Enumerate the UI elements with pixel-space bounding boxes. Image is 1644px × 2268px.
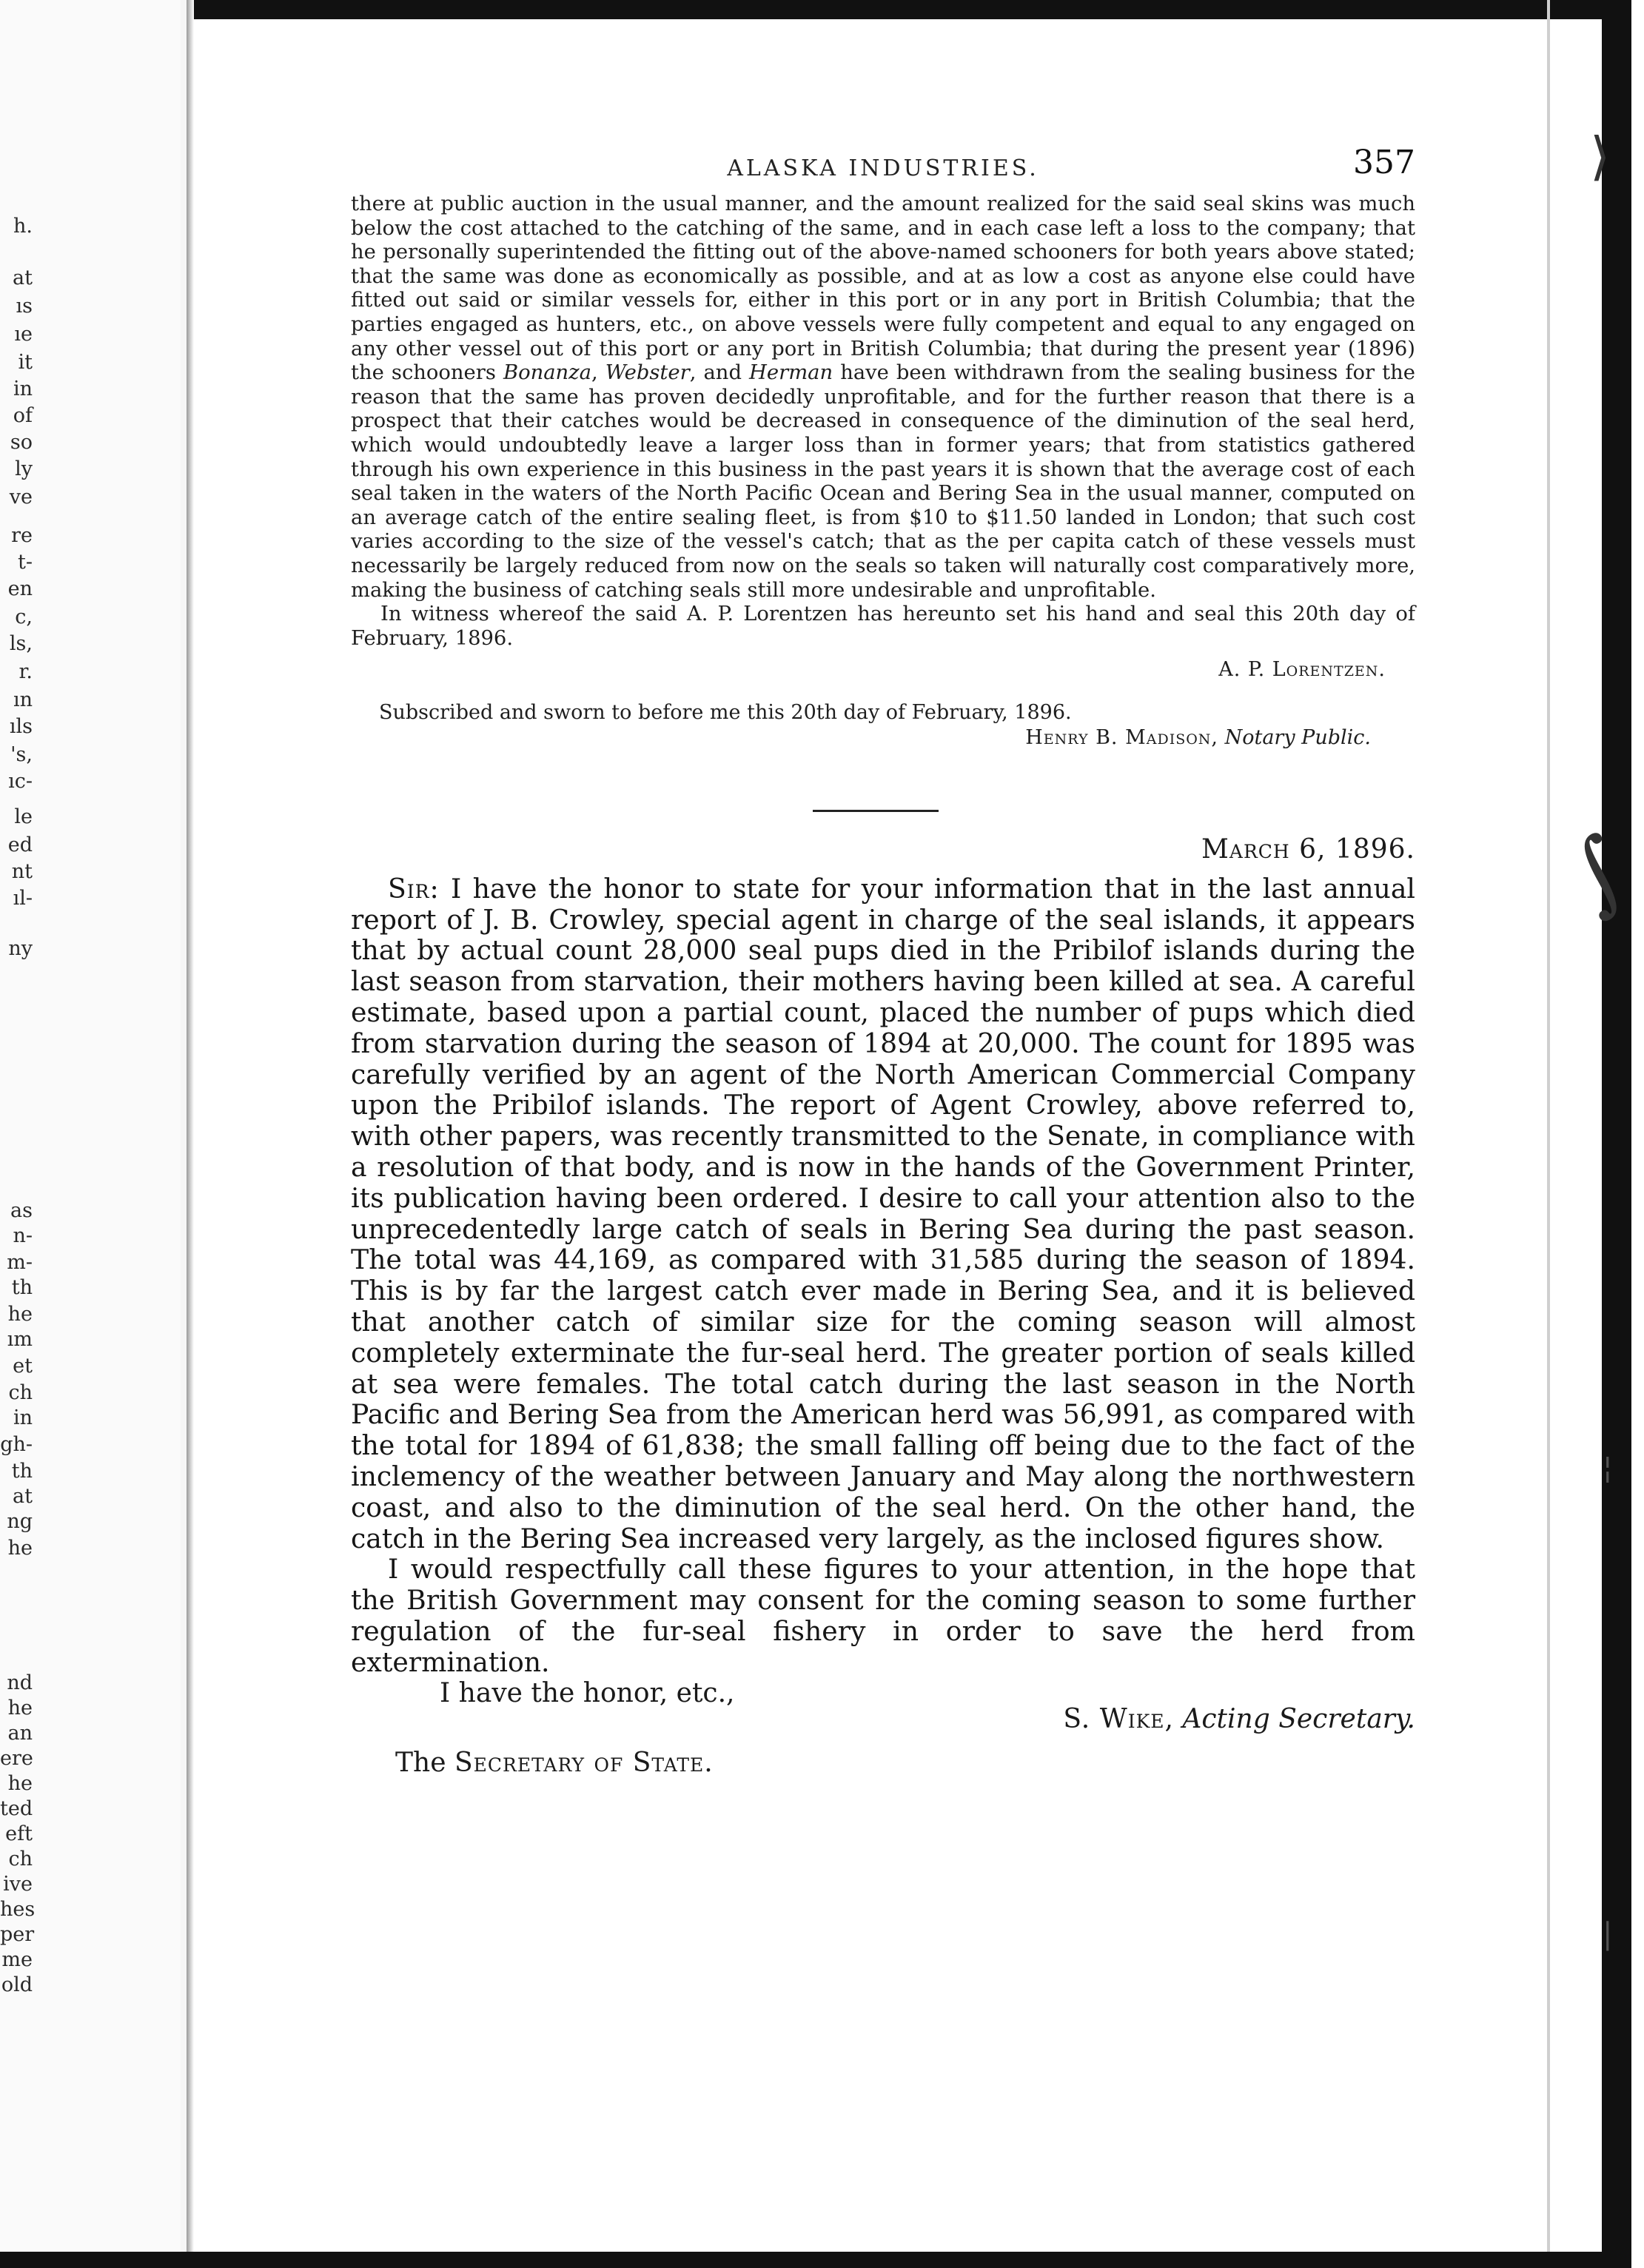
addressee-article: The (395, 1747, 446, 1778)
letter-paragraph-text: I have the honor to state for your information that in the last annual report of J. B. Crowley, special agent in charge of the seal islands, it appears that by actual count 28,000 seal pups died in the Pribilof islands during the last season from starvation, their mothers having been killed at sea. A careful estimate, based upon a partial count, placed the number of pups which died from starvation during the season of 1894 at 20,000. The count for 1895 was carefully verified by an agent of the North American Commercial Company upon the Pribilof islands. The report of Agent Crowley, above referred to, with other papers, was recently transmitted to the Senate, in compliance with a resolution of that body, and is now in the hands of the Government Printer, its publication having been ordered. I desire to call your attention also to the unprecedentedly large catch of seals in Bering Sea during the past season. The total was 44,169, as compared with 31,585 during the season of 1894. This is by far the largest catch ever made in Bering Sea, and it is believed that another catch of similar size for the coming season will almost completely exterminate the fur-seal herd. The greater portion of seals killed at sea were females. The total catch during the last season in the North Pacific and Bering Sea from the American herd was 56,991, as compared with the total for 1894 of 61,838; the small falling off being due to the fact of the inclemency of the weather between January and May along the northwestern coast, and also to the diminution of the seal herd. On the other hand, the catch in the Bering Sea increased very largely, as the inclosed figures show. (351, 872, 1415, 1554)
facing-page-fragment: he (7, 1537, 33, 1560)
facing-page-fragment: ive (3, 1873, 33, 1896)
letter-signature (351, 1704, 1415, 1734)
facing-page-fragment: ım (7, 1328, 33, 1351)
facing-page-fragment: ch (8, 1848, 33, 1871)
facing-page-fragment: ıc- (8, 770, 33, 793)
facing-page-fragment: h. (13, 215, 33, 238)
facing-page-fragment: eft (5, 1822, 33, 1845)
facing-page-fragment: ere (0, 1747, 33, 1770)
facing-page-fragment: ch (8, 1381, 33, 1404)
scan-border-bottom (0, 2252, 1631, 2268)
facing-page-fragment: an (7, 1722, 33, 1745)
affidavit-paragraph: there at public auction in the usual manner, and the amount realized for the said seal skins was much below the cost attached to the catching of the same, and in each case left a loss to the company; that he personally superintended the fitting out of the above-named schooners for both years above stated; that the same was done as economically as possible, and at as low a cost as anyone else could have fitted out said or similar vessels for, either in this port or in any port in British Columbia; that the parties engaged as hunters, etc., on above vessels were fully competent and equal to any engaged on any other vessel out of this port or any port in British Columbia; that during the present year (1896) the schooners Bonanza, Webster, and Herman have been withdrawn from the sealing business for the reason that the same has proven decidedly unprofitable, and for the further reason that there is a prospect that their catches would be decreased in consequence of the diminution of the seal herd, which would undoubtedly leave a larger loss than in former years; that from statistics gathered through his own experience in this business in the past years it is shown that the average cost of each seal taken in the waters of the North Pacific Ocean and Bering Sea in the usual manner, computed on an average catch of the entire sealing fleet, is from $10 to $11.50 landed in London; that such cost varies according to the size of the vessel's catch; that as the per capita catch of these vessels must necessarily be largely reduced from now on the seals so taken will naturally cost comparatively more, making the business of catching seals still more undesirable and unprofitable. (351, 192, 1415, 602)
facing-page-fragment: th (11, 1276, 33, 1299)
facing-page-fragment: it (18, 351, 33, 374)
complimentary-close: I have the honor, etc., (440, 1677, 735, 1708)
letter-paragraph (351, 873, 1415, 1554)
margin-curl-icon: ∫ (1552, 816, 1644, 930)
schooner-name: Herman (749, 361, 833, 385)
letter-date: March 6, 1896. (1201, 833, 1415, 865)
facing-page-fragment: so (10, 431, 33, 454)
facing-page-fragment: he (7, 1303, 33, 1326)
running-head (351, 144, 1415, 192)
notary-line (351, 725, 1415, 751)
facing-page-fragment: as (10, 1199, 33, 1222)
addressee (351, 1748, 1415, 1778)
facing-page-fragment: m- (7, 1251, 33, 1274)
affiant-signature: A. P. Lorentzen. (1218, 658, 1386, 682)
witness-paragraph: In witness whereof the said A. P. Lorentzen has hereunto set his hand and seal this 20th day of February, 1896. (351, 603, 1415, 650)
facing-page-fragment: nd (7, 1671, 33, 1694)
jurat (351, 700, 1415, 751)
margin-mark-icon: ⟩ (1590, 126, 1611, 187)
running-title: ALASKA INDUSTRIES. (727, 155, 1039, 181)
letter-paragraph: I would respectfully call these figures to your attention, in the hope that the British Government may consent for the coming season to some further regulation of the fur-seal fishery in order to save the herd from extermination. (351, 1553, 1415, 1678)
facing-page-fragment: ng (7, 1510, 33, 1533)
facing-page-fragment: ted (0, 1797, 33, 1820)
facing-page-fragment: at (13, 1485, 33, 1508)
facing-page-fragment: he (7, 1772, 33, 1795)
book-page (351, 144, 1415, 1778)
addressee-title: Secretary of State. (454, 1747, 714, 1778)
facing-page-fragment: et (13, 1355, 33, 1378)
binding-gutter (187, 0, 194, 2268)
facing-page-fragment: me (1, 1948, 33, 1971)
schooner-name: Webster (605, 361, 690, 385)
signer-title: Acting Secretary. (1182, 1703, 1415, 1734)
facing-page-fragment: of (13, 404, 33, 427)
facing-page-fragment: t- (18, 551, 33, 574)
facing-page-fragment: in (13, 1406, 33, 1429)
scan-border-top (0, 0, 1631, 19)
facing-page-fragment: gh- (0, 1433, 33, 1456)
affidavit-text (351, 192, 1415, 751)
facing-page-fragment: ny (8, 937, 33, 960)
schooner-name: Bonanza (503, 361, 591, 385)
facing-page-fragment: c, (15, 605, 33, 628)
margin-tick-icon: ¦ (1603, 1451, 1613, 1485)
facing-page-fragment: ly (15, 457, 33, 480)
facing-page-fragment: ıls (9, 715, 33, 738)
facing-page-fragment: per (0, 1923, 35, 1946)
facing-page-fragment: ed (7, 833, 33, 856)
facing-page-fragment: in (13, 378, 33, 400)
sworn-line: Subscribed and sworn to before me this 20th day of February, 1896. (379, 700, 1072, 724)
facing-page-fragment: ıs (16, 295, 33, 318)
facing-page-fragment: n- (13, 1224, 33, 1247)
facing-page-fragment: at (13, 266, 33, 289)
page-right-edge (1547, 0, 1550, 2268)
facing-page-fragment: ıl- (13, 887, 33, 910)
facing-page-fragment: th (11, 1460, 33, 1483)
margin-tick-icon: | (1603, 1917, 1613, 1951)
facing-page-fragment: le (14, 805, 33, 828)
signer-name: S. Wike, (1063, 1703, 1174, 1734)
facing-page-fragment: ls, (9, 632, 33, 655)
facing-page-fragment: 's, (10, 743, 33, 766)
page-number: 357 (1353, 144, 1415, 181)
facing-page-fragment: old (1, 1973, 33, 1996)
notary-name: Henry B. Madison, (1025, 725, 1219, 749)
facing-page-fragment: re (11, 524, 33, 547)
facing-page-fragment: ıe (14, 323, 33, 346)
notary-title: Notary Public. (1224, 725, 1371, 749)
facing-page-fragment: nt (11, 860, 33, 883)
facing-page-fragment: en (7, 577, 33, 600)
facing-page-fragment: r. (19, 660, 33, 683)
facing-page-fragment: ve (9, 486, 33, 509)
facing-page-fragment: he (7, 1697, 33, 1720)
facing-page-fragment: hes (0, 1898, 36, 1921)
salutation: Sir: (388, 872, 440, 905)
section-divider (813, 810, 939, 812)
facing-page-fragment: ın (13, 688, 33, 711)
letter-body (351, 873, 1415, 1678)
